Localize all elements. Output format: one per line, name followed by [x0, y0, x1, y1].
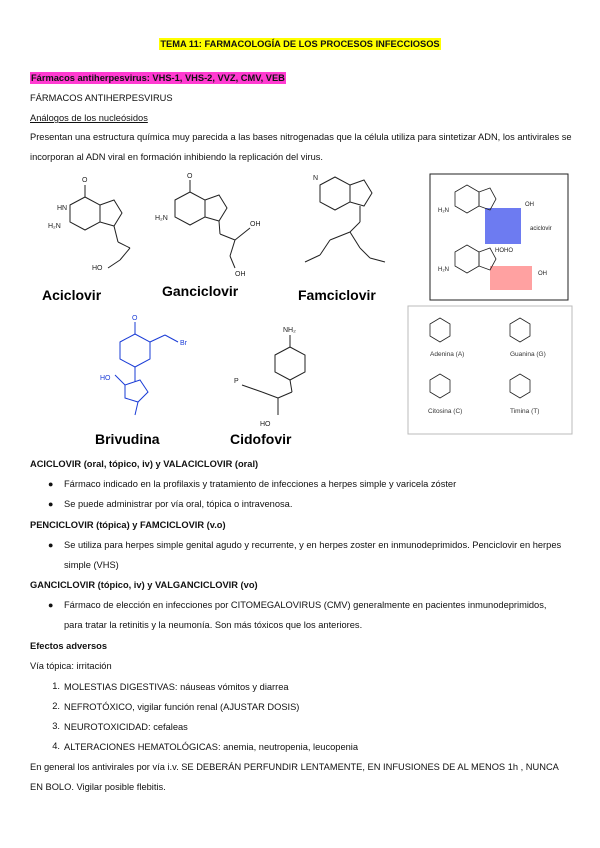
adverse-item: NEFROTÓXICO, vigilar función renal (AJUSTAR DOSIS) — [64, 702, 300, 712]
list-number: 2. — [52, 701, 60, 711]
closing-paragraph: En general los antivirales por vía i.v. SE DEBERÁN PERFUNDIR LENTAMENTE, EN INFUSIONES DE AL MENOS 1h , NUNCA EN BOLO. Vigilar posible flebitis. — [30, 762, 559, 792]
bullet-dot: ● — [48, 600, 54, 610]
bullet-text: Fármaco indicado en la profilaxis y tratamiento de infecciones a herpes simple y varicela zóster — [64, 479, 457, 489]
adverse-heading: Efectos adversos — [30, 641, 107, 651]
atom-label: O — [187, 173, 193, 180]
intro-paragraph: Presentan una estructura química muy parecida a las bases nitrogenadas que la célula utiliza para sintetizar ADN, los antivirales se incorporan al ADN viral en formación inhibiendo la replicación del virus. — [30, 132, 572, 162]
atom-label: P — [234, 378, 239, 385]
bullet-text: Se utiliza para herpes simple genital agudo y recurrente, y en herpes zoster en inmunodeprimidos. Penciclovir en herpes simple (VHS) — [64, 540, 562, 570]
adverse-item: MOLESTIAS DIGESTIVAS: náuseas vómitos y diarrea — [64, 682, 289, 692]
atom-label: H₂N — [48, 223, 61, 230]
base-label-adenina: Adenina (A) — [430, 351, 465, 358]
atom-label: OH — [235, 271, 246, 278]
cidofovir-structure — [242, 335, 305, 415]
atom-label: O — [132, 315, 138, 322]
list-number: 3. — [52, 721, 60, 731]
highlighted-heading: Fármacos antiherpesvirus: VHS-1, VHS-2, VVZ, CMV, VEB — [31, 73, 285, 83]
atom-label: N — [313, 175, 319, 182]
topical-note: Vía tópica: irritación — [30, 661, 112, 671]
list-number: 4. — [52, 741, 60, 751]
atom-label: O — [82, 177, 88, 184]
drug-label-cidofovir: Cidofovir — [230, 431, 292, 447]
atom-label: OH — [250, 221, 261, 228]
drug-label-aciclovir: Aciclovir — [42, 287, 102, 303]
atom-label: HN — [57, 205, 68, 212]
bullet-dot: ● — [48, 479, 54, 489]
bullet-text: Se puede administrar por vía oral, tópica o intravenosa. — [64, 499, 293, 509]
block-heading-aciclovir: ACICLOVIR (oral, tópico, iv) y VALACICLOVIR (oral) — [30, 459, 259, 469]
page-title: TEMA 11: FARMACOLOGÍA DE LOS PROCESOS INFECCIOSOS — [160, 39, 440, 49]
atom-label: H₂N — [155, 215, 168, 222]
drug-label-famciclovir: Famciclovir — [298, 287, 376, 303]
atom-label: OH — [538, 271, 547, 277]
adverse-item: ALTERACIONES HEMATOLÓGICAS: anemia, neutropenia, leucopenia — [64, 742, 359, 752]
aciclovir-structure — [70, 185, 130, 268]
nucleobases-panel — [408, 306, 572, 434]
atom-label: H₂N — [438, 267, 449, 273]
atom-label: HOHO — [495, 248, 513, 254]
block-heading-ganciclovir: GANCICLOVIR (tópico, iv) y VALGANCICLOVIR (vo) — [30, 580, 258, 590]
base-label-timina: Timina (T) — [510, 408, 540, 415]
famciclovir-structure — [305, 177, 385, 262]
ganciclovir-structure — [175, 180, 250, 268]
atom-label: aciclovir — [530, 226, 552, 232]
base-label-guanina: Guanina (G) — [510, 351, 546, 358]
comparison-panel — [430, 174, 568, 300]
block-heading-penciclovir: PENCICLOVIR (tópica) y FAMCICLOVIR (v.o) — [30, 520, 226, 530]
bullet-dot: ● — [48, 540, 54, 550]
atom-label: Br — [180, 340, 187, 347]
atom-label: OH — [525, 202, 534, 208]
bullet-dot: ● — [48, 499, 54, 509]
atom-label: HO — [92, 265, 103, 272]
drug-label-brivudina: Brivudina — [95, 431, 160, 447]
base-label-citosina: Citosina (C) — [428, 408, 463, 415]
adverse-item: NEUROTOXICIDAD: cefaleas — [64, 722, 188, 732]
bullet-text: Fármaco de elección en infecciones por CITOMEGALOVIRUS (CMV) generalmente en pacientes inmunodeprimidos, para tratar la retinitis y la neumonía. Son más tóxicos que los anteriores. — [64, 600, 547, 630]
section-heading: FÁRMACOS ANTIHERPESVIRUS — [30, 93, 173, 103]
subheading: Análogos de los nucleósidos — [30, 113, 148, 123]
drug-label-ganciclovir: Ganciclovir — [162, 283, 239, 299]
atom-label: NH₂ — [283, 327, 296, 334]
atom-label: HO — [260, 421, 271, 428]
atom-label: HO — [100, 375, 111, 382]
atom-label: H₂N — [438, 208, 449, 214]
nucleoside-figure — [30, 170, 575, 450]
list-number: 1. — [52, 681, 60, 691]
brivudine-structure — [115, 322, 178, 415]
